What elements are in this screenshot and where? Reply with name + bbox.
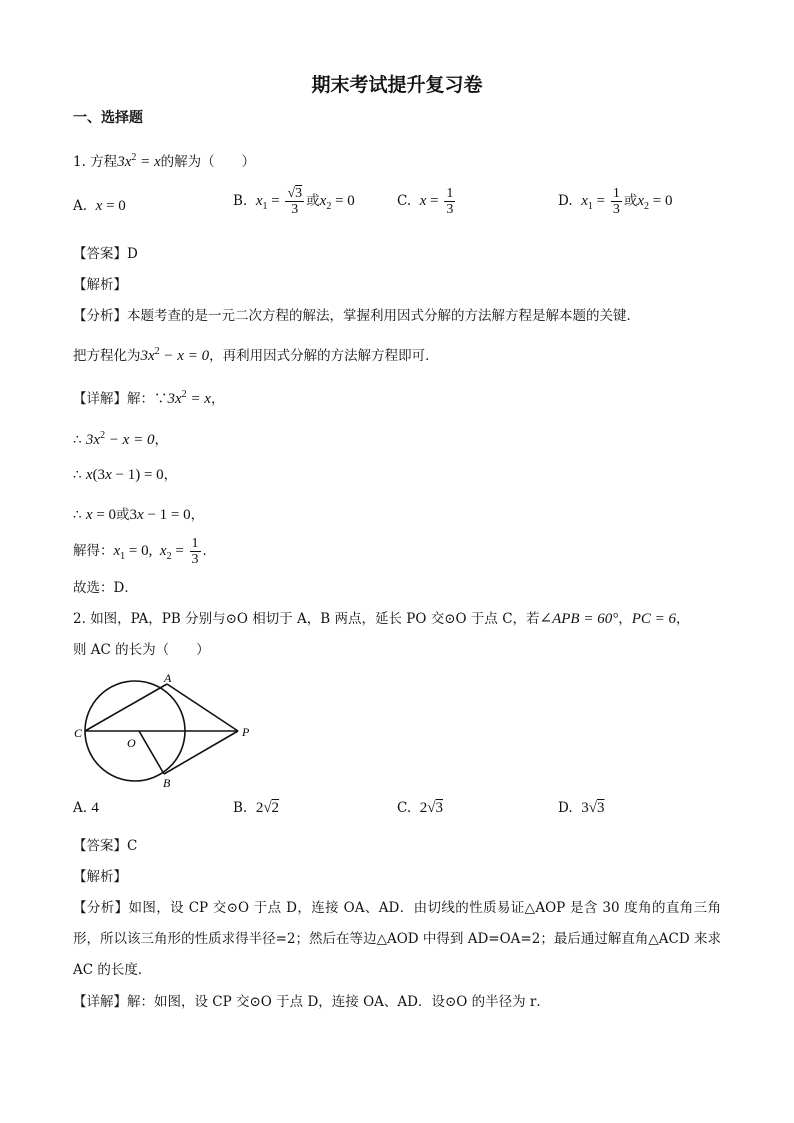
q1-step-1: ∴ $3x^2 - x = 0$，: [73, 430, 168, 448]
q2-jiexi: 【解析】: [73, 869, 127, 885]
label-b: B: [163, 776, 171, 790]
label-p: P: [242, 725, 250, 739]
q1-detail: 【详解】解：$\because 3x^2 = x$，: [73, 389, 225, 407]
q1-answer: 【答案】D: [73, 246, 138, 262]
q1-option-d: D. $x_1$ = $\frac{1}{3}$ 或$x_2 = 0$: [558, 186, 673, 217]
q1-step-4: 解得：$x_1 = 0$, $x_2$ = $\frac{1}{3}$ ．: [73, 536, 217, 567]
geometry-figure: [70, 668, 260, 793]
q2-option-d: D. 3√3: [558, 800, 605, 816]
q2-option-a: A. 4: [73, 800, 99, 816]
q2-option-b: B. 2√2: [233, 800, 280, 816]
q2-option-c: C. 2√3: [397, 800, 443, 816]
q1-option-a: A. x = 0: [73, 198, 126, 214]
q1-analysis: 【分析】本题考查的是一元二次方程的解法，掌握利用因式分解的方法解方程是解本题的关键．: [73, 308, 640, 324]
q1-option-b: B. $x_1$ = $\frac{√3}{3}$ 或$x_2 = 0$: [233, 186, 355, 217]
q1-option-c: C. x = $\frac{1}{3}$: [397, 186, 454, 217]
q1-analysis-2: 把方程化为$3x^2 - x = 0$，再利用因式分解的方法解方程即可．: [73, 346, 439, 364]
q1-stem: 1. 方程$3x^2 = x$的解为（ ）: [73, 152, 256, 170]
q2-stem-line1: 2. 如图，PA，PB 分别与⊙O 相切于 A，B 两点，延长 PO 交⊙O 于点 C，若∠APB = 60°，PC = 6，: [73, 611, 690, 627]
line-ob: [139, 731, 164, 774]
q2-detail: 【详解】解：如图，设 CP 交⊙O 于点 D，连接 OA、AD．设⊙O 的半径为 r．: [73, 994, 550, 1010]
q1-choose: 故选：D．: [73, 580, 138, 596]
q2-stem-line2: 则 AC 的长为（ ）: [73, 642, 210, 658]
q1-step-3: ∴ x = 0或3x − 1 = 0，: [73, 507, 205, 523]
line-pb: [164, 731, 238, 774]
q1-equation: $3x^2 = x$: [117, 152, 161, 170]
label-c: C: [74, 726, 83, 740]
page-title: 期末考试提升复习卷: [311, 74, 483, 96]
label-a: A: [164, 671, 172, 685]
line-ca: [85, 684, 167, 731]
q1-step-2: ∴ x(3x − 1) = 0，: [73, 467, 178, 483]
section-heading: 一、选择题: [73, 110, 143, 126]
q2-analysis: 【分析】如图，设 CP 交⊙O 于点 D，连接 OA、AD．由切线的性质易证△AOP 是含 30 度角的直角三角形，所以该三角形的性质求得半径=2；然后在等边△AOD 中得到 AD=OA=2；最后通过解直角△ACD 来求 AC 的长度．: [73, 900, 721, 978]
line-pa: [167, 684, 238, 731]
label-o: O: [127, 736, 136, 750]
q2-answer: 【答案】C: [73, 838, 138, 854]
q1-jiexi: 【解析】: [73, 277, 127, 293]
